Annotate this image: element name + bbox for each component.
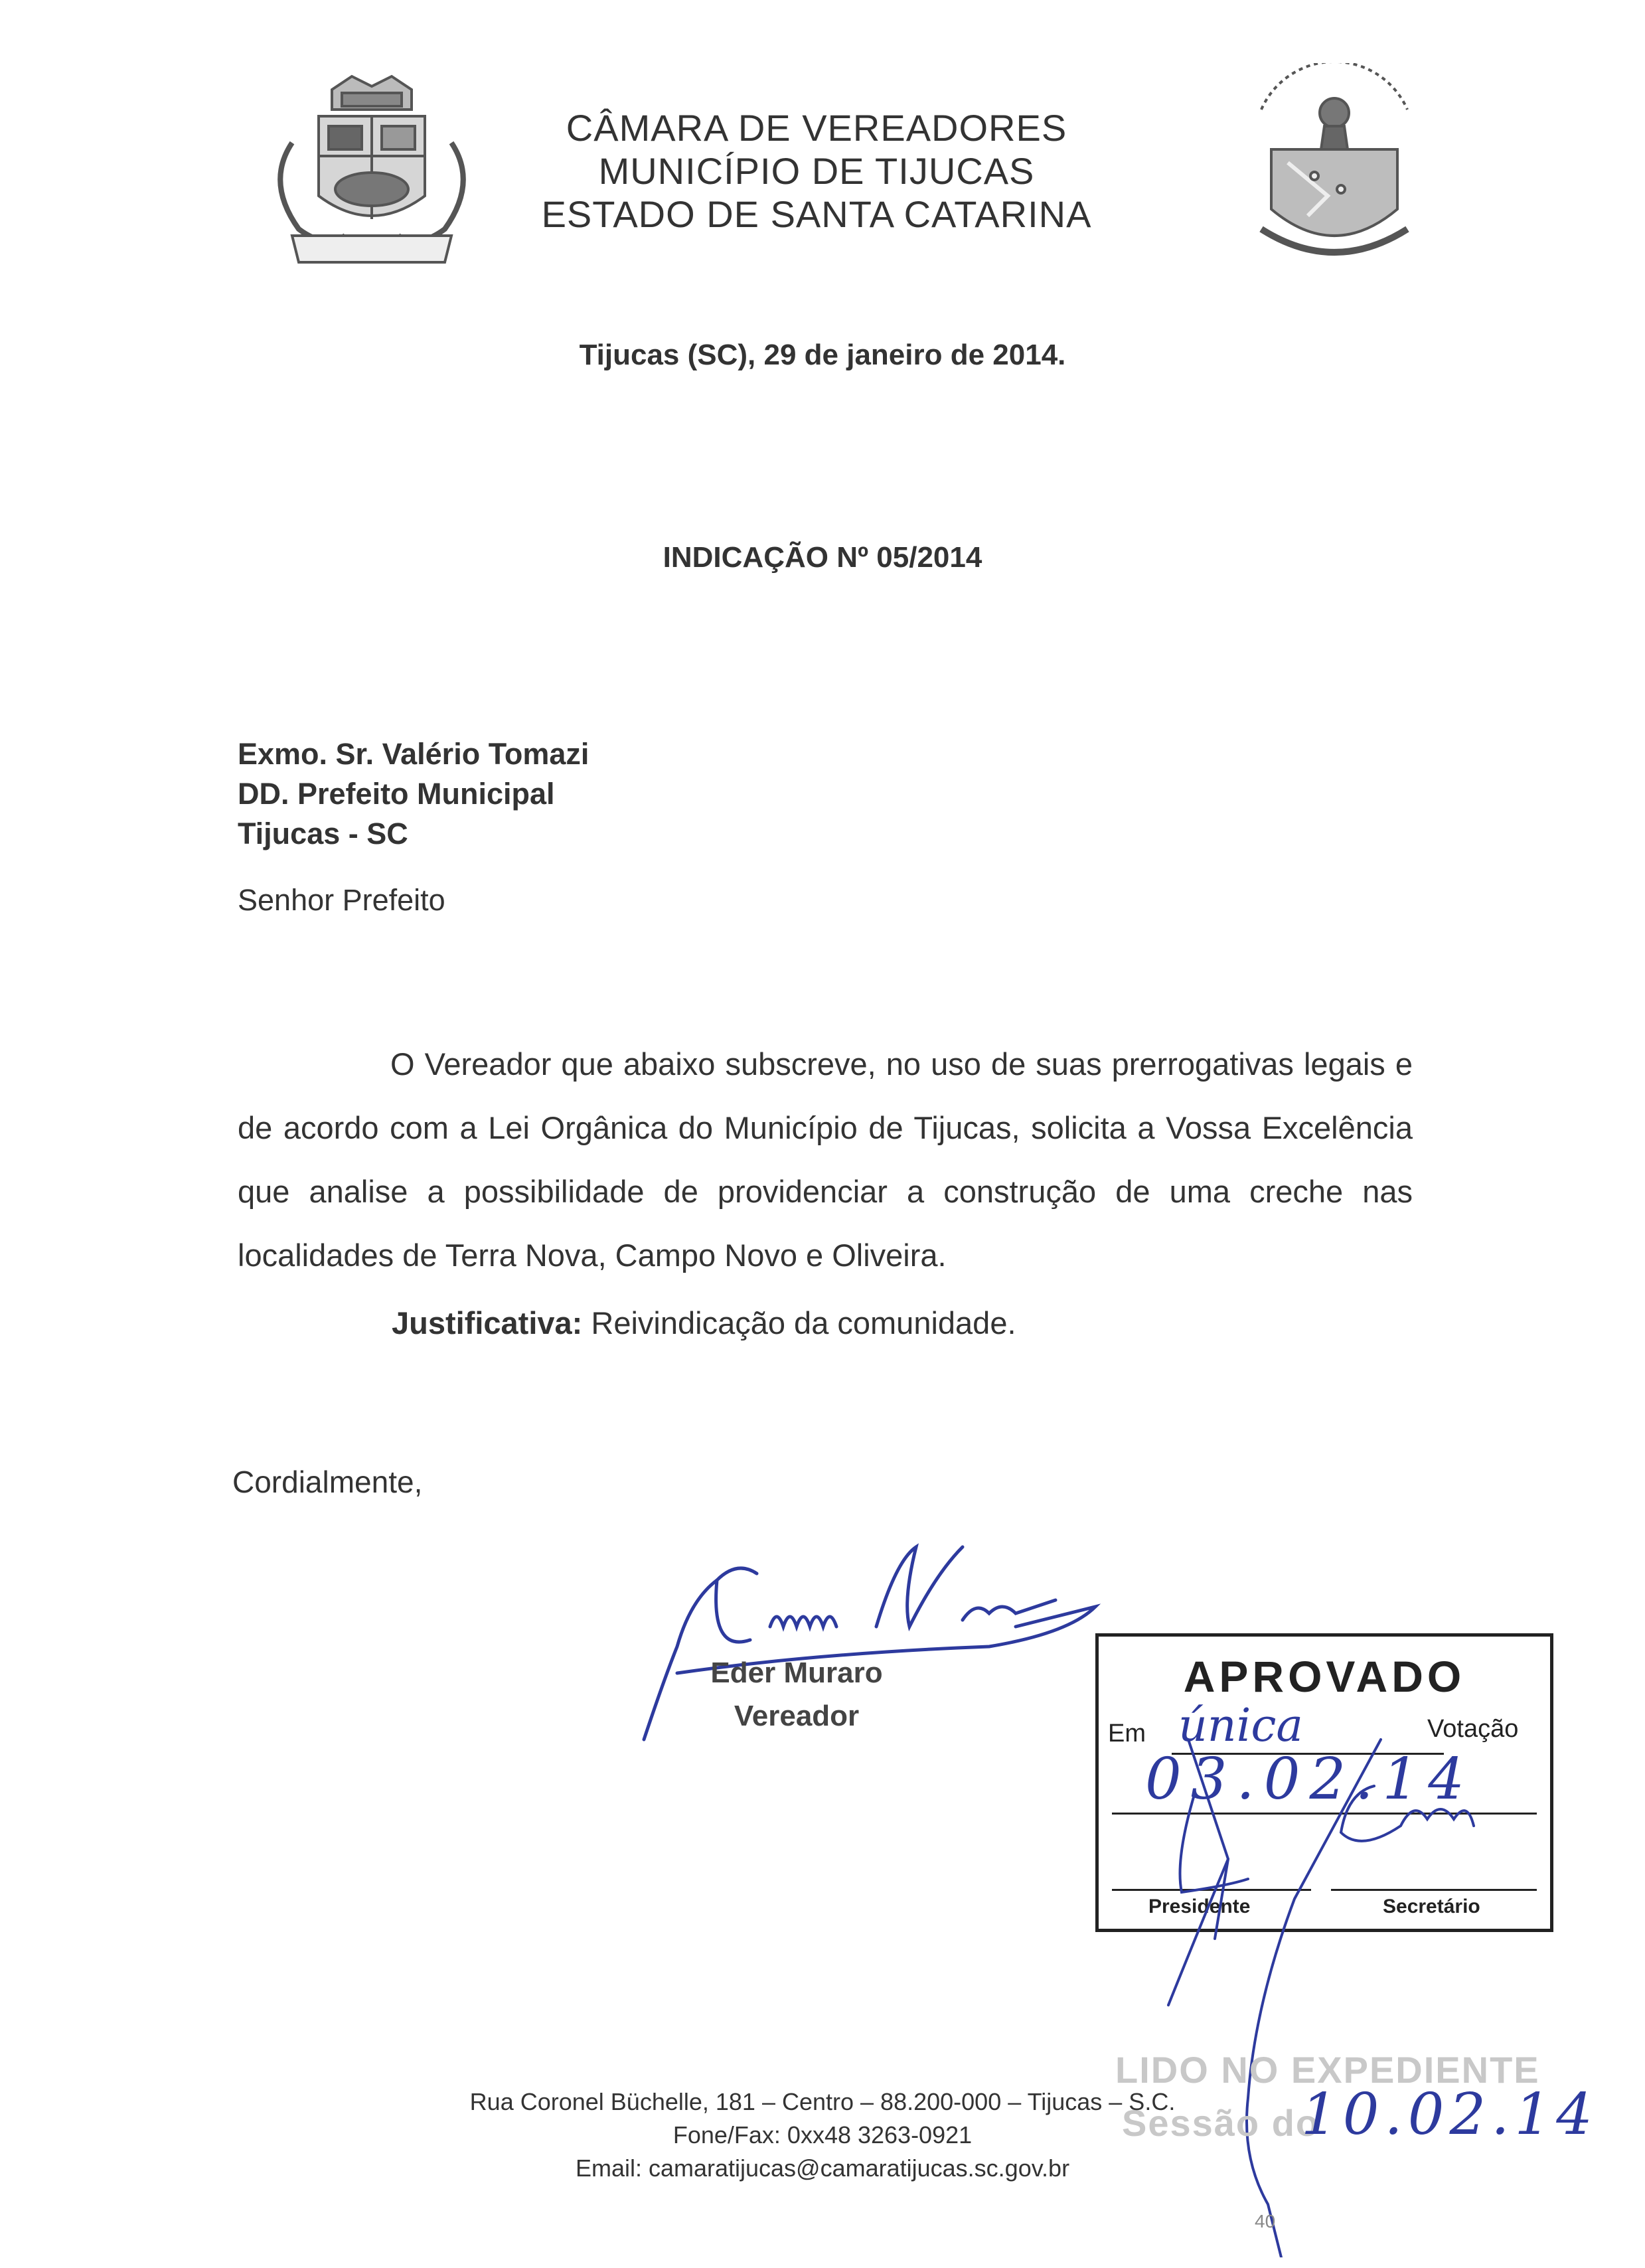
approval-stamp-votacao-label: Votação bbox=[1427, 1715, 1519, 1743]
approval-stamp-em-label: Em bbox=[1108, 1720, 1146, 1747]
footer-email: Email: camaratijucas@camaratijucas.sc.gov.br bbox=[575, 2154, 1070, 2182]
document-date: Tijucas (SC), 29 de janeiro de 2014. bbox=[579, 339, 1066, 371]
salutation: Senhor Prefeito bbox=[238, 883, 445, 917]
read-in-session-handwritten-date: 10.02.14 bbox=[1301, 2081, 1598, 2148]
justification-label: Justificativa: bbox=[392, 1305, 583, 1340]
approval-president-label: Presidente bbox=[1148, 1896, 1251, 1917]
document-title: INDICAÇÃO Nº 05/2014 bbox=[663, 541, 982, 574]
footer-address: Rua Coronel Büchelle, 181 – Centro – 88.200-000 – Tijucas – S.C. bbox=[469, 2088, 1176, 2115]
approval-stamp-title: APROVADO bbox=[1183, 1652, 1466, 1701]
body-paragraph: O Vereador que abaixo subscreve, no uso de suas prerrogativas legais e de acordo com a Lei Orgânica do Município de Tijucas, solicita a Vossa Excelência que analise a possibilidade de providenciar a construção de uma creche nas localidades de Terra Nova, Campo Novo e Oliveira. bbox=[238, 1046, 1413, 1273]
approval-handwritten-mode: única bbox=[1178, 1700, 1303, 1752]
legislative-power-seal-logo bbox=[1235, 63, 1434, 282]
signer-name: Eder Muraro bbox=[710, 1657, 883, 1689]
justification bbox=[392, 1305, 1016, 1341]
recipient-city: Tijucas - SC bbox=[238, 817, 408, 850]
recipient-name: Exmo. Sr. Valério Tomazi bbox=[238, 737, 589, 771]
justification-text: Reivindicação da comunidade. bbox=[591, 1305, 1016, 1340]
footer-phone: Fone/Fax: 0xx48 3263-0921 bbox=[672, 2121, 973, 2148]
approval-handwritten-date: 03.02.14 bbox=[1145, 1746, 1474, 1813]
read-in-session-stamp-session-label: Sessão do bbox=[1122, 2102, 1320, 2144]
signer-role: Vereador bbox=[734, 1700, 860, 1732]
page-number: 40 bbox=[1255, 2211, 1276, 2231]
closing: Cordialmente, bbox=[232, 1465, 423, 1499]
read-in-session-stamp-title: LIDO NO EXPEDIENTE bbox=[1115, 2049, 1540, 2091]
recipient-title: DD. Prefeito Municipal bbox=[238, 777, 555, 811]
header-municipality: MUNICÍPIO DE TIJUCAS bbox=[598, 150, 1035, 192]
header-state: ESTADO DE SANTA CATARINA bbox=[541, 193, 1092, 235]
approval-secretary-label: Secretário bbox=[1383, 1896, 1480, 1917]
header-chamber-name: CÂMARA DE VEREADORES bbox=[566, 107, 1067, 149]
